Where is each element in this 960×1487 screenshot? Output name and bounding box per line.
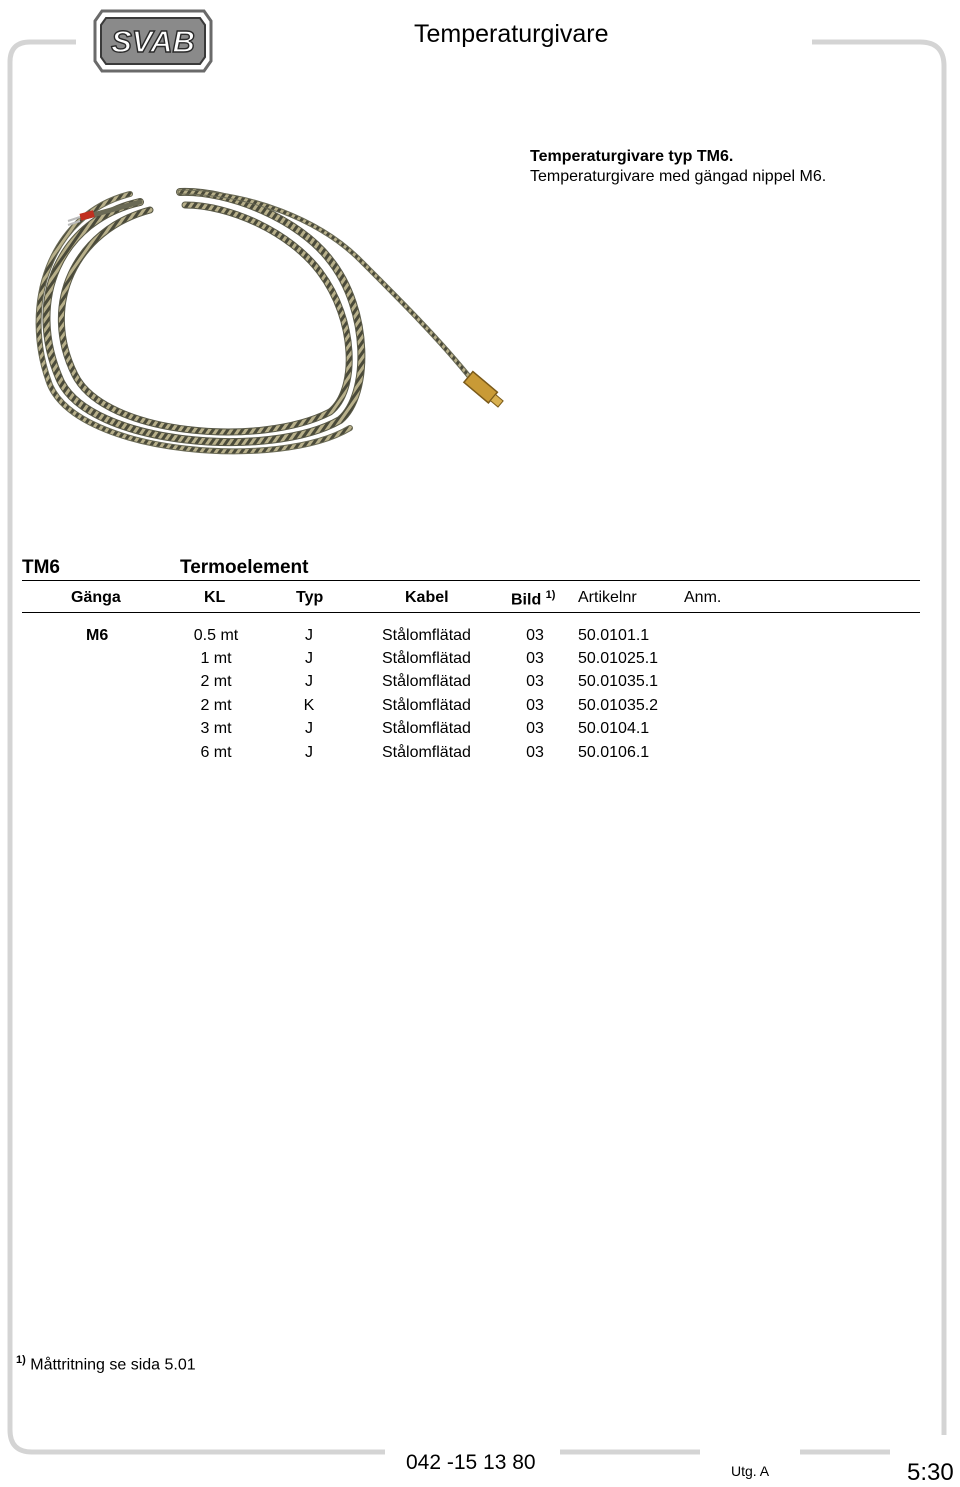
intro-description: Temperaturgivare med gängad nippel M6. [530, 168, 827, 185]
cell-article: 50.0106.1 [578, 744, 650, 761]
col-header-kl: KL [204, 589, 226, 606]
logo-text: SVAB [111, 24, 195, 59]
cell-type: J [305, 627, 313, 644]
cell-article: 50.0104.1 [578, 720, 650, 737]
cell-type: J [305, 673, 313, 690]
cell-image: 03 [526, 627, 544, 644]
cell-kl: 6 mt [200, 744, 232, 761]
cell-kl: 1 mt [200, 650, 232, 667]
page-title: Temperaturgivare [414, 20, 609, 48]
product-photo [20, 180, 520, 480]
cell-kl: 2 mt [200, 673, 232, 690]
footnote [16, 1354, 196, 1374]
col-header-type: Typ [296, 589, 324, 606]
col-header-image-note: 1) [545, 589, 556, 601]
col-header-thread: Gänga [71, 589, 121, 606]
footnote-text: Måttritning se sida 5.01 [30, 1356, 196, 1374]
svab-logo [92, 8, 214, 74]
intro [530, 147, 826, 187]
cell-cable: Stålomflätad [382, 720, 471, 737]
col-header-image-label: Bild [511, 591, 542, 609]
cell-cable: Stålomflätad [382, 673, 471, 690]
cell-type: J [305, 650, 313, 667]
cell-type: J [305, 720, 313, 737]
col-header-cable: Kabel [405, 589, 449, 606]
cell-kl: 3 mt [200, 720, 232, 737]
cell-image: 03 [526, 673, 544, 690]
cell-image: 03 [526, 720, 544, 737]
cell-image: 03 [526, 744, 544, 761]
cell-kl: 2 mt [200, 697, 232, 714]
intro-title: Temperaturgivare typ TM6. [530, 148, 734, 165]
cell-image: 03 [526, 697, 544, 714]
cell-cable: Stålomflätad [382, 697, 471, 714]
footer-phone: 042 -15 13 80 [406, 1451, 536, 1474]
cell-article: 50.01035.1 [578, 673, 659, 690]
cell-kl: 0.5 mt [193, 627, 239, 644]
cell-article: 50.0101.1 [578, 627, 650, 644]
table-top-rule [22, 580, 920, 581]
cell-image: 03 [526, 650, 544, 667]
cell-cable: Stålomflätad [382, 627, 471, 644]
footer-page-number: 5:30 [907, 1459, 954, 1486]
footnote-marker: 1) [16, 1354, 26, 1366]
cell-article: 50.01035.2 [578, 697, 659, 714]
col-header-image [511, 589, 555, 609]
table-header-rule [22, 612, 920, 613]
cell-thread: M6 [86, 627, 109, 644]
col-header-remark: Anm. [684, 589, 722, 606]
cell-cable: Stålomflätad [382, 650, 471, 667]
table-code: TM6 [22, 557, 60, 578]
cell-type: J [305, 744, 313, 761]
footer-edition: Utg. A [731, 1463, 770, 1479]
cell-type: K [303, 697, 315, 714]
table-category: Termoelement [180, 557, 309, 578]
cell-article: 50.01025.1 [578, 650, 659, 667]
cell-cable: Stålomflätad [382, 744, 471, 761]
col-header-article: Artikelnr [578, 589, 637, 606]
